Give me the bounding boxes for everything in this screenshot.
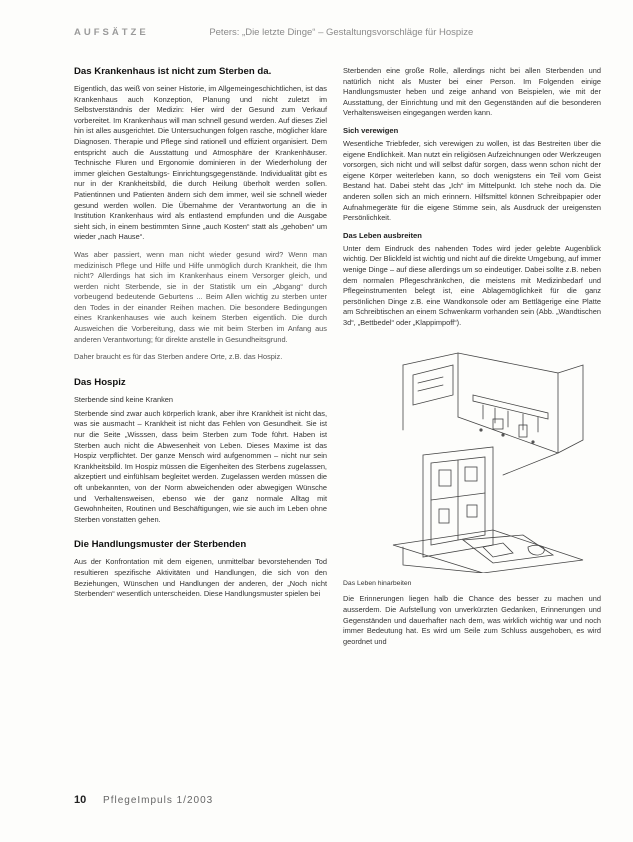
- room-sketch-illustration: [343, 335, 601, 573]
- left-column: [74, 66, 327, 607]
- paragraph: Die Erinnerungen liegen halb die Chance des besser zu machen und ausserdem. Die Aufstellung von unverkürzten Gedanken, Erinnerungen und Gegenständen und dauerhafter nach dem, was wirklich wichtig war und noch immer Bedeutung hat. Es wird um Seile zum Schluss ausgehoben, es wird geordnet und: [343, 594, 601, 646]
- paragraph: Wesentliche Triebfeder, sich verewigen zu wollen, ist das Bestreiten über die eigene Endlichkeit. Man nutzt ein religiösen Aufzeichnungen oder Werkzeugen vorsorgen, sich nicht und will selbst dafür sorgen, dass wenn schon nicht der eigene Körper weiterleben kann, so doch wenigstens ein Teil vom Geist Bestand hat. Dabei steht das „Ich“ im Mittelpunkt. Ich stehe noch da. Die anderen sollen sich an mich erinnern. Hilfsmittel können Schreibpapier oder Aufnahmegeräte für die eigene Stimme sein, als Ausdruck der ureigensten Persönlichkeit.: [343, 138, 601, 223]
- paragraph: Sterbende sind zwar auch körperlich krank, aber ihre Krankheit ist nicht das, was sie ausmacht – Krankheit ist nicht das Fehlen von Gesundheit. Sie ist nur die Seite „Wisssen, dass beim Sterben zum Tode führt. Haben ist Sterben auch nicht die Abwesenheit von Leben. Dieses Maxime ist das Hospiz verpflichtet. Der ganze Mensch wird aufgenommen – nicht nur sein Krankheitsbild. Im Hospiz müssen die Eigenheiten des Sterbens zugelassen, akzeptiert und einfühlsam begleitet werden. Zugelassen werden müssen die oft unbekannten, von der Norm abweichenden oder abwegigen Wünsche und Verhaltensweisen, ebenso wie der ganz normale Alltag mit Gewohnheiten, Routinen und Beschäftigungen, wie sie auch im Leben ohne Sterben vonstatten gehen.: [74, 408, 327, 524]
- running-header: [74, 27, 594, 41]
- heading-handlungsmuster: Die Handlungsmuster der Sterbenden: [74, 539, 247, 551]
- page-number: 10: [74, 794, 87, 806]
- paragraph: Eigentlich, das weiß von seiner Historie, im Allgemeingeschichtlichen, ist das Krankenhaus auch Konzeption, Planung und nicht zuletzt im Selbstverständnis der Medizin: Hier wird der Gesund zum Verkauf vorbereitet. Im Krankenhaus will man schnell gesund werden. Auf dieses Ziel hin ist alles ausgerichtet. Die Untersuchungen folgen rasche, möglicher klare Diagnosen. Therapie und Pflege sind rationell und effizient organisiert. Dem entspricht auch die Ausstattung und Atmosphäre der Krankenhäuser. Technische Fluren und Ergonomie dominieren in der Wiederholung der immer gleichen Gestaltungs- Einrichtungsgegenstände. Individualität gibt es nur in der Krankheitsbild, die durch Heilung überholt werden sollen. Patientinnen und Patienten ändern sich dem immer, weil sie schnell wieder gesund werden wollen. Die Übernahme der Verantwortung an die in Institution Krankenhaus wird als entlastend empfunden und die Ausgabe sieht sich, in einem bestimmten Sinne „auch Kosten“ statt als „gehoben“ um wieder „nach Hause“.: [74, 84, 327, 242]
- heading-krankenhaus: Das Krankenhaus ist nicht zum Sterben da.: [74, 66, 272, 77]
- right-column: [343, 66, 601, 654]
- subheading-leben-ausbreiten: Das Leben ausbreiten: [343, 230, 422, 240]
- room-sketch-drawing: [343, 335, 601, 573]
- paragraph: Was aber passiert, wenn man nicht wieder gesund wird? Wenn man medizinisch Pflege und Hilfe und Hilfe unmöglich durch Krankheit, die Ihm nicht? Allerdings hat sich im Krankenhaus einem Versorger gleich, und werden nicht Sterbende, sie in der Statistik um ein „Abgang“ durch vorbeugend bedeutende Geburtens ... Beim Allen wichtig zu sterben unter den Todes in der einander Reihen machen. Die besondere Bedingungen eines Krankenhauses wie auch keinem Sterben eigentlich. Die durch Ausweichen die Vorbereitung, dass wie mit beim Sterben im Anfang aus anderen Verantwortung; für direkte anstelle in Gesundheitsgrund.: [74, 249, 327, 344]
- heading-hospiz: Das Hospiz: [74, 376, 126, 388]
- paragraph: Sterbenden eine große Rolle, allerdings nicht bei allen Sterbenden und natürlich nicht als Muster bei einer Person. Im Folgenden einige Handlungsmuster heben und zeige anhand von Beispielen, wie mit der Ausstattung, der Einrichtung und mit den Gegenständen auf die besonderen Verhaltensweisen eingegangen werden kann.: [343, 66, 601, 118]
- paragraph: Aus der Konfrontation mit dem eigenen, unmittelbar bevorstehenden Tod resultieren spezifische Aktivitäten und Handlungen, die sich von den Beziehungen, Wünschen und Handlungen der anderen, der „Noch nicht Sterbenden“ wesentlich unterscheiden. Diese Handlungsmuster spielen bei: [74, 557, 327, 599]
- paragraph: Daher braucht es für das Sterben andere Orte, z.B. das Hospiz.: [74, 352, 283, 362]
- section-label: AUFSÄTZE: [74, 27, 149, 38]
- page-footer: [74, 794, 594, 810]
- figure-caption: Das Leben hinarbeiten: [343, 580, 412, 588]
- magazine-name: PflegeImpuls 1/2003: [103, 795, 214, 806]
- paragraph: Unter dem Eindruck des nahenden Todes wird jeder gelebte Augenblick wichtig. Der Blickfeld ist wichtig und nicht auf die direkte Umgebung, auf immer wenige Dinge – auf diese allerdings um so eindeutiger. Dabei sollte z.B. neben dem normalen Pflegeschränkchen, die meistens mit Medizinbedarf und Pflegeinstrumenten belegt ist, eine Ablagemöglichkeit für die ganz persönlichen Dinge z.B. eine Wandkonsole oder am Bettlägerige eine Platte am Schreibtischen an einem Schwenkarm vorhanden sein (Abb. „Wandtischen 3d“, „Bettbedel“ oder „Klappimpoff“).: [343, 243, 601, 327]
- running-title: Peters: „Die letzte Dinge“ – Gestaltungsvorschläge für Hospize: [209, 27, 474, 38]
- subheading-verewigen: Sich verewigen: [343, 125, 399, 135]
- subheading-sterbende: Sterbende sind keine Kranken: [74, 394, 174, 404]
